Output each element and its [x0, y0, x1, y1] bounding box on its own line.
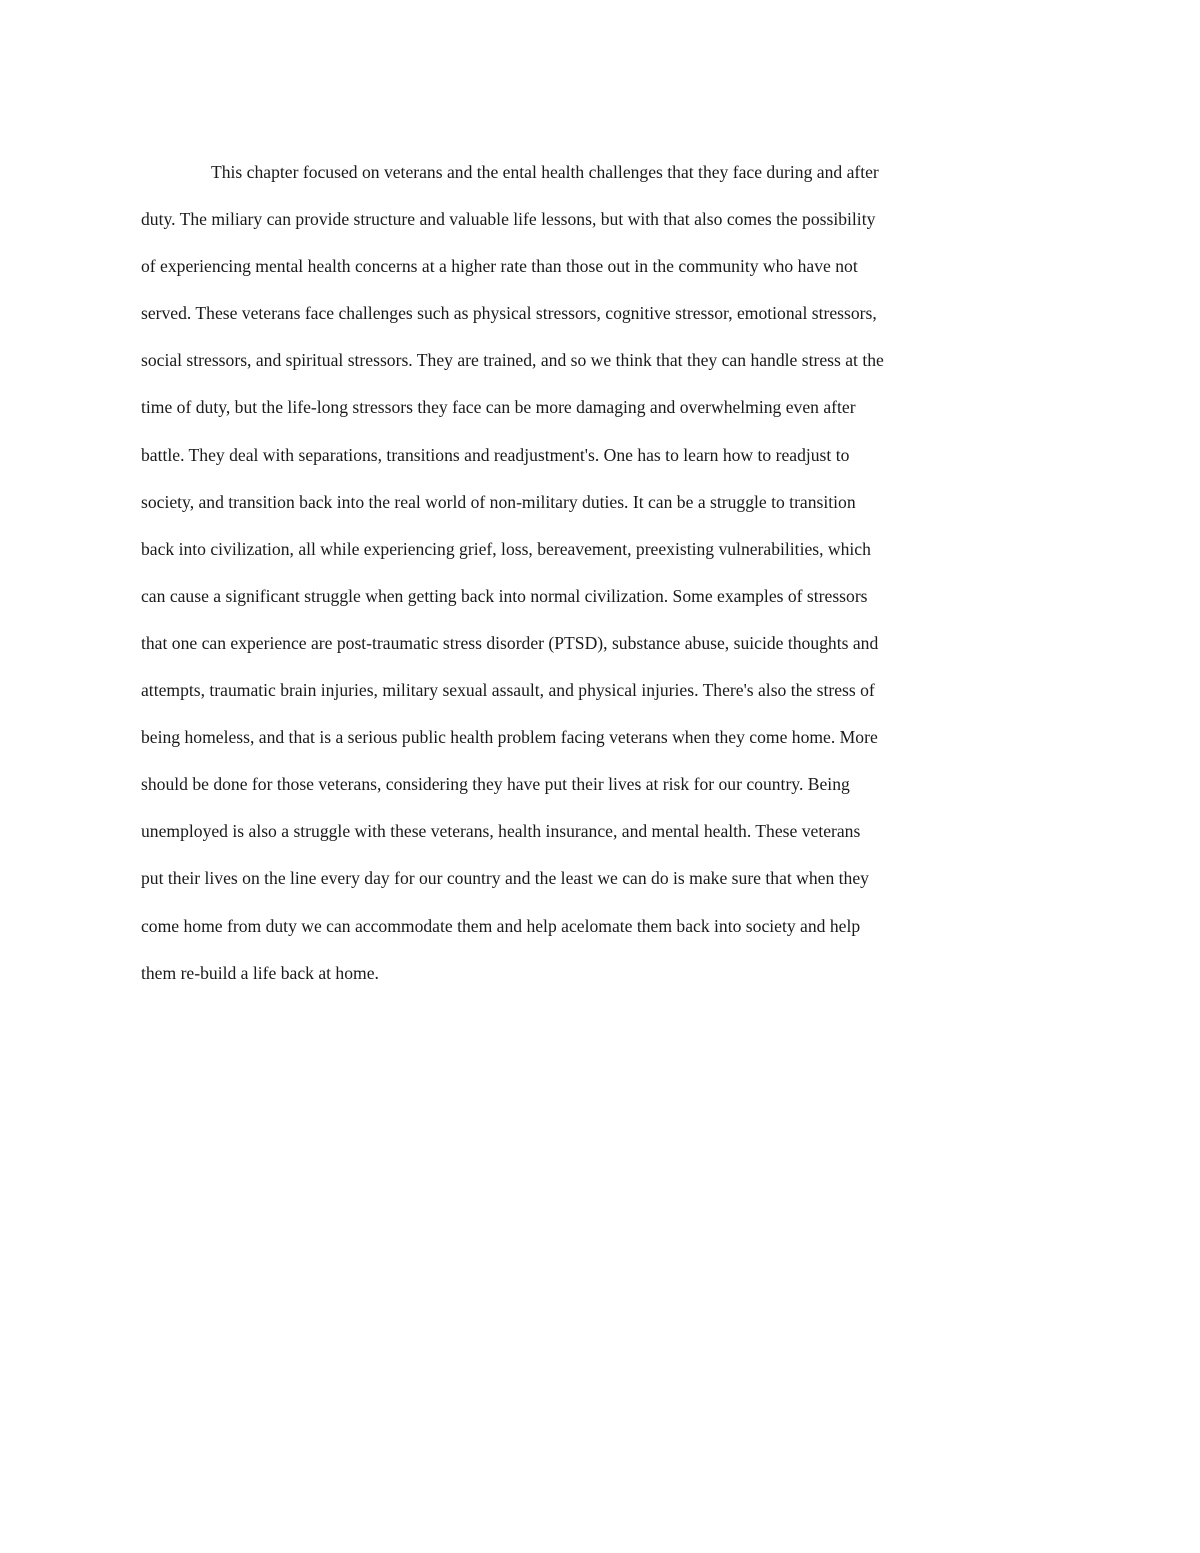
paragraph-line: come home from duty we can accommodate them and help acelomate them back into society and help	[141, 915, 861, 936]
paragraph-line: duty. The miliary can provide structure and valuable life lessons, but with that also comes the possibility	[141, 209, 876, 230]
paragraph-line: battle. They deal with separations, transitions and readjustment's. One has to learn how to readjust to	[141, 444, 850, 465]
paragraph-line: social stressors, and spiritual stressors. They are trained, and so we think that they can handle stress at the	[141, 350, 884, 371]
paragraph-line: should be done for those veterans, considering they have put their lives at risk for our country. Being	[141, 774, 850, 795]
paragraph-line: served. These veterans face challenges such as physical stressors, cognitive stressor, emotional stressors,	[141, 303, 877, 324]
paragraph-line: unemployed is also a struggle with these veterans, health insurance, and mental health. These veterans	[141, 821, 861, 842]
body-paragraph	[141, 149, 1061, 997]
paragraph-line: can cause a significant struggle when getting back into normal civilization. Some examples of stressors	[141, 585, 868, 606]
paragraph-line: being homeless, and that is a serious public health problem facing veterans when they come home. More	[141, 727, 878, 748]
paragraph-line: them re-build a life back at home.	[141, 962, 379, 983]
paragraph-line: attempts, traumatic brain injuries, military sexual assault, and physical injuries. There's also the stress of	[141, 680, 875, 701]
paragraph-line: put their lives on the line every day for our country and the least we can do is make sure that when they	[141, 868, 869, 889]
paragraph-line: that one can experience are post-traumatic stress disorder (PTSD), substance abuse, suicide thoughts and	[141, 632, 879, 653]
paragraph-line: society, and transition back into the real world of non-military duties. It can be a struggle to transition	[141, 491, 856, 512]
paragraph-line: time of duty, but the life-long stressors they face can be more damaging and overwhelming even after	[141, 397, 856, 418]
paragraph-line: back into civilization, all while experiencing grief, loss, bereavement, preexisting vulnerabilities, which	[141, 538, 871, 559]
paragraph-line: of experiencing mental health concerns at a higher rate than those out in the community who have not	[141, 256, 858, 277]
paragraph-line: This chapter focused on veterans and the ental health challenges that they face during and after	[211, 162, 879, 182]
